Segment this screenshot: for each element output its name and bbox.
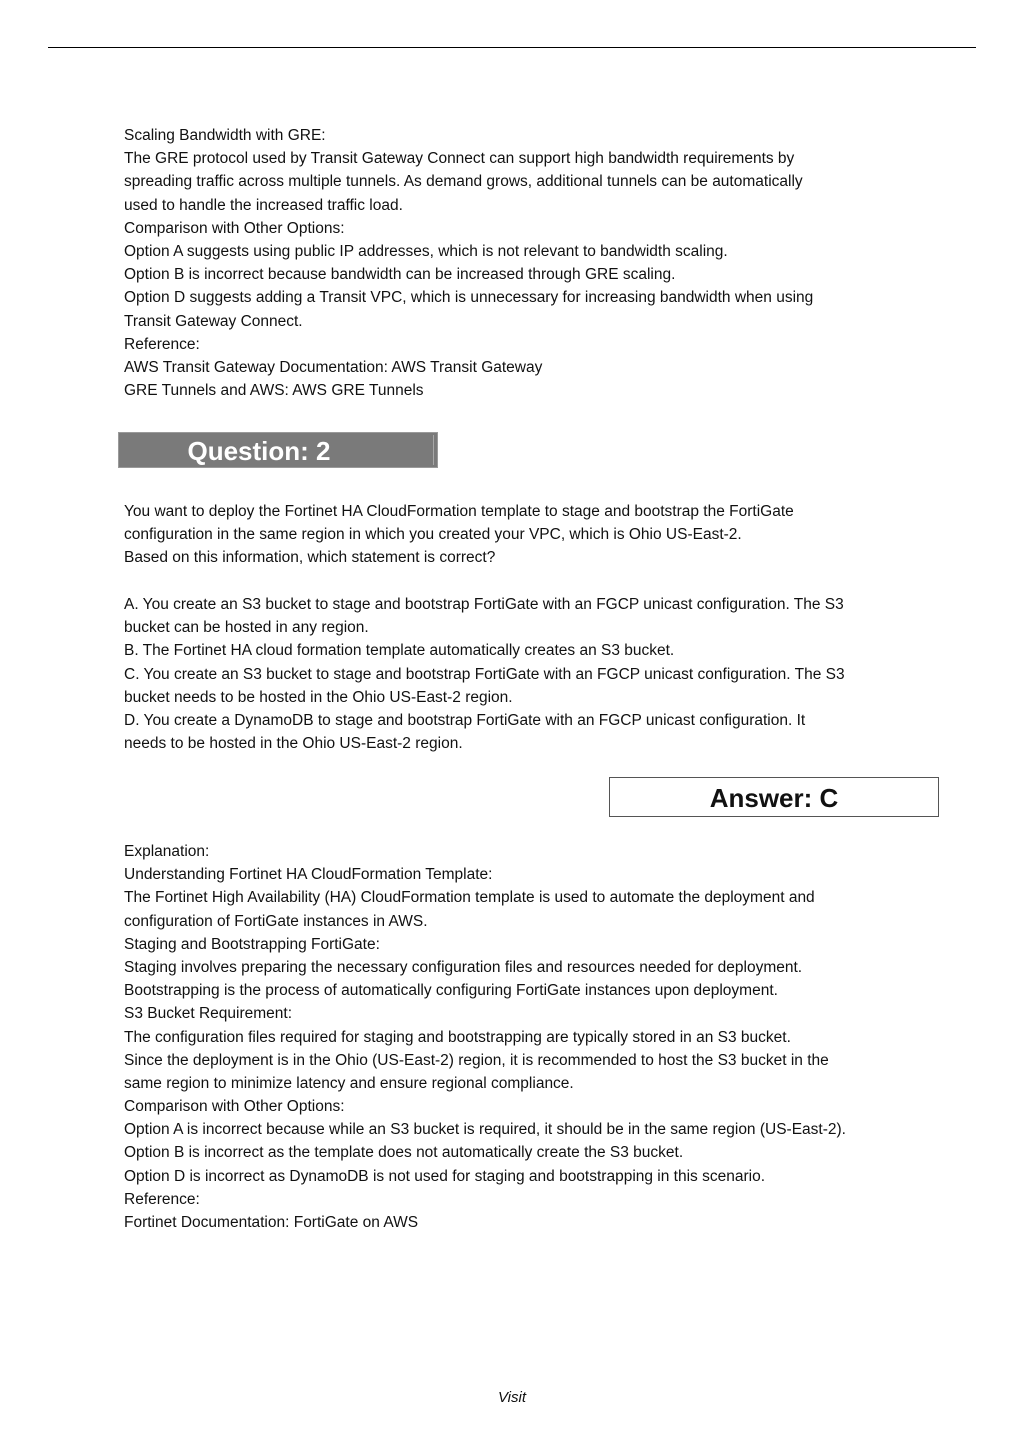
text-line: Option B is incorrect as the template does not automatically create the S3 bucket. <box>124 1144 684 1162</box>
text-line: Based on this information, which statement is correct? <box>124 549 496 567</box>
option-c-line: C. You create an S3 bucket to stage and bootstrap FortiGate with an FGCP unicast configuration. The S3 <box>124 665 845 683</box>
text-line: Option D is incorrect as DynamoDB is not used for staging and bootstrapping in this scenario. <box>124 1167 765 1185</box>
text-line: Comparison with Other Options: <box>124 219 345 237</box>
answer-label: Answer: C <box>709 783 839 813</box>
text-line: Fortinet Documentation: FortiGate on AWS <box>124 1214 419 1231</box>
text-line: Staging involves preparing the necessary configuration files and resources needed for deployment. <box>124 958 803 976</box>
text-line: Reference: <box>124 335 200 353</box>
question-label: Question: 2 <box>187 436 331 466</box>
text-line: used to handle the increased traffic load. <box>124 196 403 214</box>
previous-explanation <box>124 124 944 402</box>
text-line: Option B is incorrect because bandwidth can be increased through GRE scaling. <box>124 266 676 284</box>
option-d-line: D. You create a DynamoDB to stage and bootstrap FortiGate with an FGCP unicast configuration. It <box>124 711 806 729</box>
text-line: Transit Gateway Connect. <box>124 312 303 330</box>
text-line: spreading traffic across multiple tunnels. As demand grows, additional tunnels can be automatically <box>124 173 803 191</box>
text-line: S3 Bucket Requirement: <box>124 1005 293 1023</box>
text-line: Option A is incorrect because while an S3 bucket is required, it should be in the same region (US-East-2). <box>124 1121 846 1139</box>
text-line: AWS Transit Gateway Documentation: AWS Transit Gateway <box>124 358 543 376</box>
text-line: Understanding Fortinet HA CloudFormation Template: <box>124 866 493 884</box>
text-line: same region to minimize latency and ensure regional compliance. <box>124 1074 574 1092</box>
text-line: Explanation: <box>124 843 210 860</box>
text-line: Since the deployment is in the Ohio (US-East-2) region, it is recommended to host the S3 bucket in the <box>124 1051 829 1069</box>
text-line: The configuration files required for staging and bootstrapping are typically stored in an S3 bucket. <box>124 1028 791 1046</box>
option-c-line: bucket needs to be hosted in the Ohio US-East-2 region. <box>124 688 513 706</box>
text-line: The GRE protocol used by Transit Gateway Connect can support high bandwidth requirements by <box>124 150 795 168</box>
text-line: Reference: <box>124 1190 200 1208</box>
option-a-line: A. You create an S3 bucket to stage and bootstrap FortiGate with an FGCP unicast configuration. The S3 <box>124 596 844 613</box>
text-line: configuration in the same region in which you created your VPC, which is Ohio US-East-2. <box>124 526 742 544</box>
text-line: Staging and Bootstrapping FortiGate: <box>124 935 380 953</box>
question-stem <box>124 500 944 570</box>
text-line: Bootstrapping is the process of automatically configuring FortiGate instances upon deployment. <box>124 982 778 1000</box>
banner-edge <box>433 435 434 465</box>
option-b-line: B. The Fortinet HA cloud formation template automatically creates an S3 bucket. <box>124 642 675 660</box>
answer-box <box>609 777 939 817</box>
option-a-line: bucket can be hosted in any region. <box>124 619 369 637</box>
explanation <box>124 840 944 1234</box>
question-banner <box>118 432 438 468</box>
option-d-line: needs to be hosted in the Ohio US-East-2 region. <box>124 735 463 753</box>
header-rule <box>48 47 976 48</box>
text-line: The Fortinet High Availability (HA) CloudFormation template is used to automate the deployment and <box>124 889 815 907</box>
footer-visit-text: Visit <box>497 1389 527 1406</box>
text-line: GRE Tunnels and AWS: AWS GRE Tunnels <box>124 382 424 400</box>
text-line: configuration of FortiGate instances in AWS. <box>124 912 428 930</box>
text-line: Scaling Bandwidth with GRE: <box>124 127 326 144</box>
text-line: You want to deploy the Fortinet HA CloudFormation template to stage and bootstrap the FortiGate <box>124 503 794 520</box>
text-line: Option A suggests using public IP addresses, which is not relevant to bandwidth scaling. <box>124 242 728 260</box>
text-line: Option D suggests adding a Transit VPC, which is unnecessary for increasing bandwidth when using <box>124 289 814 307</box>
answer-options <box>124 593 944 755</box>
text-line: Comparison with Other Options: <box>124 1098 345 1116</box>
